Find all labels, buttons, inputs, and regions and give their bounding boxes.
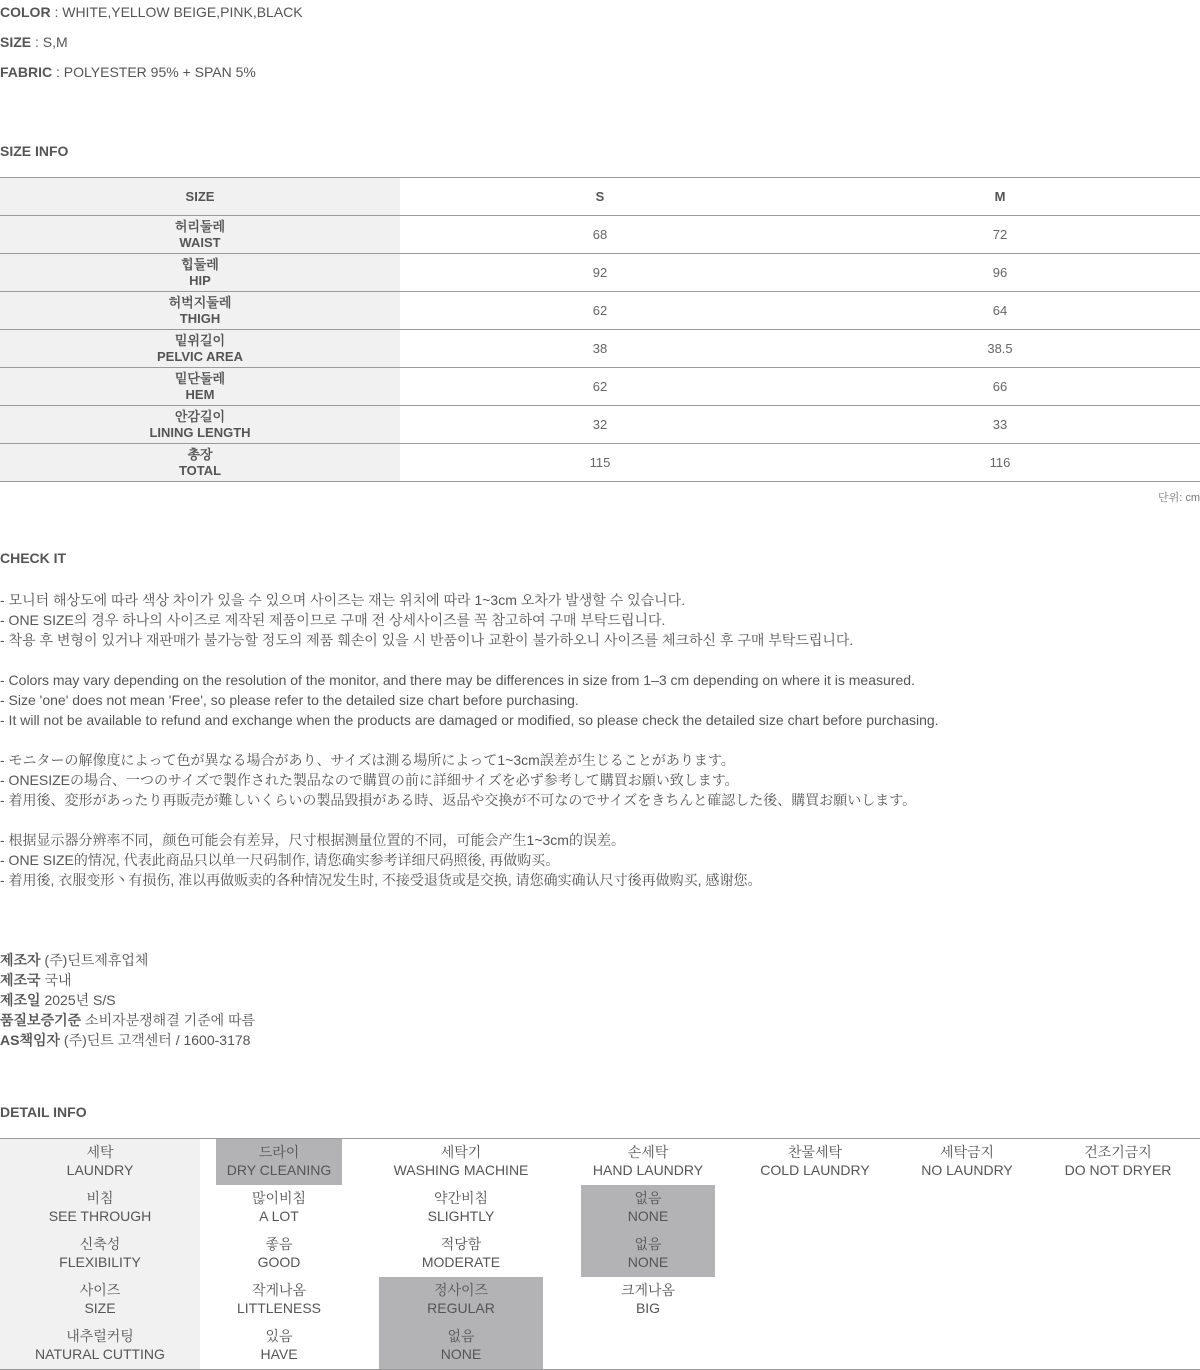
detail-en: REGULAR [427, 1300, 495, 1316]
spec-value: : WHITE,YELLOW BEIGE,PINK,BLACK [50, 4, 303, 20]
detail-en: A LOT [259, 1208, 299, 1224]
size-s-value: 92 [592, 264, 608, 280]
detail-table [0, 1138, 1200, 1370]
detail-option [200, 1277, 358, 1323]
check-it-notes [0, 590, 939, 890]
measure-label-en: HEM [185, 386, 215, 402]
detail-ko: 적당함 [440, 1236, 482, 1252]
maker-info-value: 소비자분쟁해결 기준에 따름 [81, 1012, 256, 1028]
header-s: S [595, 188, 605, 204]
check-note-line: - 모니터 해상도에 따라 색상 차이가 있을 수 있으며 사이즈는 재는 위치에 따라 1~3cm 오차가 발생할 수 있습니다. [0, 592, 686, 608]
detail-option [200, 1185, 358, 1231]
size-m-value: 116 [989, 454, 1011, 470]
detail-en: NONE [440, 1346, 482, 1362]
table-row [0, 216, 1200, 254]
maker-info-value: (주)딘트제휴업체 [40, 952, 149, 968]
detail-en: LITTLENESS [236, 1300, 322, 1316]
detail-ko: 많이비침 [251, 1190, 307, 1206]
measure-label-ko: 힙둘레 [181, 256, 219, 272]
measure-label-ko: 허벅지둘레 [168, 294, 232, 310]
table-row [0, 254, 1200, 292]
table-row [0, 406, 1200, 444]
detail-option [200, 1323, 358, 1369]
table-row [0, 368, 1200, 406]
detail-option [581, 1231, 715, 1277]
maker-info-value: 2025년 S/S [40, 992, 116, 1008]
detail-ko: 사이즈 [79, 1282, 121, 1298]
maker-info-label: 제조국 [0, 972, 41, 988]
size-s-value: 32 [592, 416, 608, 432]
detail-row-label [0, 1277, 200, 1323]
detail-option [581, 1277, 715, 1323]
check-note-line: - 착용 후 변형이 있거나 재판매가 불가능할 정도의 제품 훼손이 있을 시 반품이나 교환이 불가하오니 사이즈를 체크하신 후 구매 부탁드립니다. [0, 632, 854, 648]
size-m-value: 38.5 [987, 340, 1013, 356]
measure-label [0, 444, 400, 481]
maker-info-label: 제조일 [0, 992, 41, 1008]
measure-label [0, 216, 400, 253]
detail-ko: 작게나옴 [251, 1282, 307, 1298]
detail-en: GOOD [257, 1254, 301, 1270]
detail-en: LAUNDRY [66, 1162, 134, 1178]
measure-label [0, 292, 400, 329]
color-spec [0, 4, 303, 20]
detail-option [379, 1323, 543, 1369]
size-spec [0, 34, 68, 50]
measure-label-en: LINING LENGTH [149, 424, 251, 440]
detail-en: BIG [635, 1300, 661, 1316]
detail-ko: 약간비침 [433, 1190, 489, 1206]
maker-info-line [0, 1010, 255, 1030]
detail-en: FLEXIBILITY [59, 1254, 141, 1270]
size-s-value: 62 [592, 378, 608, 394]
detail-ko: 없음 [634, 1236, 662, 1252]
maker-info-line [0, 950, 255, 970]
detail-en: NONE [627, 1208, 669, 1224]
detail-ko: 비침 [86, 1190, 114, 1206]
measure-label [0, 406, 400, 443]
detail-row-label [0, 1185, 200, 1231]
detail-ko: 손세탁 [627, 1144, 669, 1160]
detail-en: DRY CLEANING [226, 1162, 332, 1178]
detail-row-label [0, 1231, 200, 1277]
size-table-header [0, 178, 1200, 216]
check-note-line: - 着用後, 衣服变形丶有损伤, 准以再做贩卖的各种情况发生时, 不接受退货或是交换, 请您确实确认尺寸後再做购买, 感谢您。 [0, 872, 762, 888]
measure-label-en: WAIST [179, 234, 221, 250]
detail-ko: 없음 [634, 1190, 662, 1206]
detail-en: SIZE [84, 1300, 116, 1316]
detail-ko: 정사이즈 [433, 1282, 489, 1298]
size-table-body [0, 216, 1200, 482]
size-table [0, 177, 1200, 482]
check-note-line: - Size 'one' does not mean 'Free', so please refer to the detailed size chart before purchasing. [0, 692, 579, 708]
check-note-line: - ONE SIZE의 경우 하나의 사이즈로 제작된 제품이므로 구매 전 상세사이즈를 꼭 참고하여 구매 부탁드립니다. [0, 612, 666, 628]
detail-en: NO LAUNDRY [921, 1162, 1013, 1178]
detail-ko: 신축성 [79, 1236, 121, 1252]
detail-option [200, 1231, 358, 1277]
spec-label: SIZE [0, 34, 32, 50]
check-note-line: - 根据显示器分辨率不同，颜色可能会有差异，尺寸根据测量位置的不同，可能会产生1~3cm的误差。 [0, 832, 625, 848]
detail-en: NATURAL CUTTING [35, 1346, 165, 1362]
detail-en: HAND LAUNDRY [592, 1162, 704, 1178]
detail-en: SLIGHTLY [427, 1208, 495, 1224]
header-size: SIZE [0, 178, 400, 215]
maker-info-line [0, 1030, 255, 1050]
detail-ko: 세탁금지 [939, 1144, 995, 1160]
detail-en: SEE THROUGH [48, 1208, 152, 1224]
spacer [0, 650, 939, 670]
table-row [0, 292, 1200, 330]
detail-en: MODERATE [421, 1254, 501, 1270]
check-note-line: - 着用後、変形があったり再販売が難しいくらいの製品毀損がある時、返品や交換が不可なのでサイズをきちんと確認した後、購買お願いします。 [0, 792, 917, 808]
detail-en: DO NOT DRYER [1064, 1162, 1172, 1178]
maker-info-line [0, 970, 255, 990]
measure-label [0, 330, 400, 367]
maker-info [0, 950, 255, 1050]
fabric-spec [0, 64, 256, 80]
detail-en: COLD LAUNDRY [760, 1162, 870, 1178]
detail-ko: 크게나옴 [620, 1282, 676, 1298]
detail-ko: 내추럴커팅 [66, 1328, 134, 1344]
size-s-value: 38 [592, 340, 608, 356]
check-it-title: CHECK IT [0, 550, 67, 566]
detail-option [379, 1277, 543, 1323]
detail-ko: 건조기금지 [1084, 1144, 1152, 1160]
maker-info-label: AS책임자 [0, 1032, 61, 1048]
check-note-line: - It will not be available to refund and exchange when the products are damaged or modified, so please check the detailed size chart before purchasing. [0, 712, 939, 728]
maker-info-label: 제조자 [0, 952, 41, 968]
spacer [0, 810, 939, 830]
detail-option [581, 1185, 715, 1231]
spec-label: COLOR [0, 4, 51, 20]
detail-ko: 세탁기 [440, 1144, 482, 1160]
check-note-line: - ONE SIZE的情况, 代表此商品只以单一尺码制作, 请您确实参考详细尺码照後, 再做购买。 [0, 852, 560, 868]
table-row [0, 330, 1200, 368]
detail-ko: 드라이 [258, 1144, 300, 1160]
detail-en: HAVE [260, 1346, 298, 1362]
size-m-value: 33 [992, 416, 1008, 432]
detail-ko: 찬물세탁 [787, 1144, 843, 1160]
measure-label-en: PELVIC AREA [157, 348, 243, 364]
detail-en: WASHING MACHINE [393, 1162, 529, 1178]
detail-option [379, 1231, 543, 1277]
laundry-option [900, 1139, 1034, 1185]
size-m-value: 96 [992, 264, 1008, 280]
measure-label-ko: 총장 [187, 446, 213, 462]
spacer [0, 730, 939, 750]
measure-label-ko: 밑위길이 [174, 332, 226, 348]
measure-label-en: HIP [189, 272, 211, 288]
size-s-value: 62 [592, 302, 608, 318]
header-m: M [994, 188, 1006, 204]
detail-option [379, 1185, 543, 1231]
size-s-value: 68 [592, 226, 608, 242]
detail-row-label [0, 1139, 200, 1185]
laundry-option [744, 1139, 886, 1185]
spec-value: : S,M [31, 34, 68, 50]
measure-label [0, 368, 400, 405]
measure-label-en: THIGH [179, 310, 221, 326]
table-row [0, 444, 1200, 482]
maker-info-value: (주)딘트 고객센터 / 1600-3178 [60, 1032, 251, 1048]
maker-info-line [0, 990, 255, 1010]
detail-ko: 있음 [265, 1328, 293, 1344]
laundry-option [1042, 1139, 1194, 1185]
check-note-line: - Colors may vary depending on the resolution of the monitor, and there may be differences in size from 1–3 cm depending on where it is measured. [0, 672, 915, 688]
maker-info-label: 품질보증기준 [0, 1012, 82, 1028]
detail-info-title: DETAIL INFO [0, 1104, 87, 1120]
detail-row-label [0, 1323, 200, 1369]
measure-label-en: TOTAL [178, 462, 222, 478]
detail-en: NONE [627, 1254, 669, 1270]
maker-info-value: 국내 [40, 972, 72, 988]
measure-label-ko: 안감길이 [174, 408, 226, 424]
detail-ko: 좋음 [265, 1236, 293, 1252]
size-m-value: 72 [992, 226, 1008, 242]
measure-label-ko: 허리둘레 [174, 218, 226, 234]
laundry-option [216, 1139, 342, 1185]
unit-note: 단위: cm [1157, 492, 1200, 504]
size-m-value: 64 [992, 302, 1008, 318]
check-note-line: - モニターの解像度によって色が異なる場合があり、サイズは測る場所によって1~3cm誤差が生じることがあります。 [0, 752, 735, 768]
spec-value: : POLYESTER 95% + SPAN 5% [52, 64, 256, 80]
measure-label [0, 254, 400, 291]
size-info-title: SIZE INFO [0, 143, 69, 159]
measure-label-ko: 밑단둘레 [174, 370, 226, 386]
laundry-option [380, 1139, 542, 1185]
spec-label: FABRIC [0, 64, 53, 80]
detail-ko: 세탁 [86, 1144, 114, 1160]
size-m-value: 66 [992, 378, 1008, 394]
detail-ko: 없음 [447, 1328, 475, 1344]
size-s-value: 115 [589, 454, 611, 470]
check-note-line: - ONESIZEの場合、一つのサイズで製作された製品なので購買の前に詳細サイズを必ず参考して購買お願い致します。 [0, 772, 739, 788]
laundry-option [581, 1139, 715, 1185]
